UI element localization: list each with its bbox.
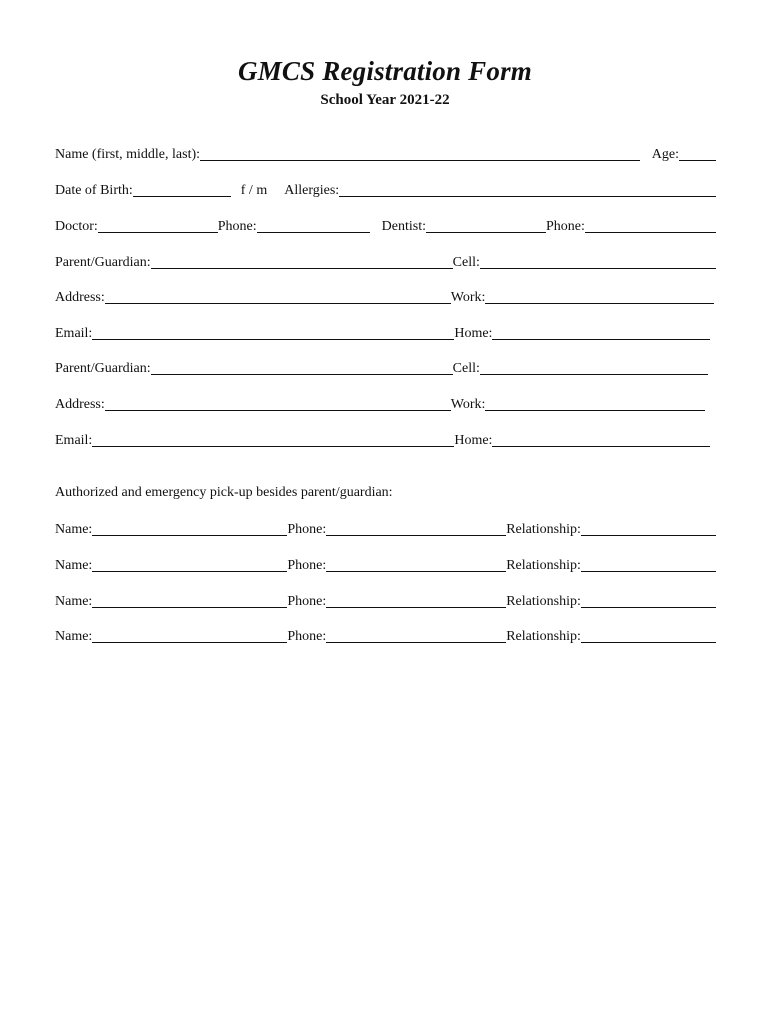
guardian2-cell-label: Cell: [452, 361, 480, 376]
doctor-label: Doctor: [55, 219, 98, 234]
guardian1-email-row [55, 324, 716, 342]
guardian2-email-label: Email: [55, 433, 93, 448]
dob-field[interactable] [133, 182, 231, 197]
dentist-phone-field[interactable] [585, 218, 716, 233]
guardian1-home-label: Home: [454, 326, 493, 341]
guardian1-email-field[interactable] [92, 325, 454, 340]
pickup-name-field[interactable] [92, 593, 287, 608]
pickup-phone-label: Phone: [287, 522, 327, 537]
guardian1-email-label: Email: [55, 326, 93, 341]
dob-allergies-row [55, 181, 716, 199]
pickup-phone-field[interactable] [326, 521, 506, 536]
pickup-row [55, 556, 716, 574]
guardian2-address-label: Address: [55, 397, 105, 412]
guardian2-address-field[interactable] [105, 396, 451, 411]
allergies-label: Allergies: [284, 183, 340, 198]
pickup-name-field[interactable] [92, 557, 287, 572]
guardian2-email-field[interactable] [92, 432, 454, 447]
pickup-name-field[interactable] [92, 521, 287, 536]
dentist-field[interactable] [426, 218, 546, 233]
guardian1-work-label: Work: [450, 290, 486, 305]
name-label: Name (first, middle, last): [55, 147, 201, 162]
pickup-relationship-label: Relationship: [506, 594, 581, 609]
guardian2-email-row [55, 431, 716, 449]
dentist-label: Dentist: [381, 219, 426, 234]
guardian2-work-field[interactable] [485, 396, 705, 411]
pickup-row [55, 627, 716, 645]
guardian1-home-field[interactable] [492, 325, 710, 340]
pickup-relationship-field[interactable] [581, 557, 716, 572]
guardian1-label: Parent/Guardian: [55, 255, 151, 270]
pickup-phone-label: Phone: [287, 558, 327, 573]
sex-options[interactable]: f / m [240, 183, 268, 198]
age-field[interactable] [679, 146, 716, 161]
dentist-phone-label: Phone: [546, 219, 585, 234]
guardian2-address-row [55, 395, 716, 413]
name-field[interactable] [200, 146, 640, 161]
pickup-phone-field[interactable] [326, 557, 506, 572]
guardian1-row [55, 253, 716, 271]
pickup-name-label: Name: [55, 558, 93, 573]
pickup-phone-field[interactable] [326, 593, 506, 608]
guardian2-work-label: Work: [450, 397, 486, 412]
guardian1-cell-field[interactable] [480, 254, 716, 269]
pickup-relationship-field[interactable] [581, 521, 716, 536]
pickup-name-label: Name: [55, 594, 93, 609]
guardian2-home-field[interactable] [492, 432, 710, 447]
guardian2-row [55, 359, 716, 377]
pickup-relationship-label: Relationship: [506, 522, 581, 537]
pickup-phone-label: Phone: [287, 629, 327, 644]
dob-label: Date of Birth: [55, 183, 133, 198]
pickup-row [55, 520, 716, 538]
pickup-name-label: Name: [55, 522, 93, 537]
pickup-row [55, 592, 716, 610]
pickup-phone-label: Phone: [287, 594, 327, 609]
guardian1-address-label: Address: [55, 290, 105, 305]
guardian2-field[interactable] [151, 360, 453, 375]
guardian2-cell-field[interactable] [480, 360, 708, 375]
age-label: Age: [651, 147, 679, 162]
pickup-relationship-label: Relationship: [506, 558, 581, 573]
guardian2-label: Parent/Guardian: [55, 361, 151, 376]
pickup-relationship-label: Relationship: [506, 629, 581, 644]
allergies-field[interactable] [339, 182, 716, 197]
pickup-phone-field[interactable] [326, 628, 506, 643]
pickup-name-field[interactable] [92, 628, 287, 643]
guardian1-address-row [55, 288, 716, 306]
doctor-phone-label: Phone: [217, 219, 257, 234]
pickup-name-label: Name: [55, 629, 93, 644]
doctor-dentist-row [55, 217, 716, 235]
guardian1-cell-label: Cell: [452, 255, 480, 270]
guardian1-address-field[interactable] [105, 289, 451, 304]
guardian1-work-field[interactable] [485, 289, 714, 304]
pickup-relationship-field[interactable] [581, 628, 716, 643]
guardian2-home-label: Home: [454, 433, 493, 448]
doctor-field[interactable] [98, 218, 218, 233]
guardian1-field[interactable] [151, 254, 453, 269]
school-year-subtitle: School Year 2021-22 [320, 92, 450, 108]
form-title: GMCS Registration Form [238, 56, 532, 86]
name-age-row [55, 145, 716, 163]
pickup-heading: Authorized and emergency pick-up besides parent/guardian: [55, 485, 393, 500]
pickup-relationship-field[interactable] [581, 593, 716, 608]
doctor-phone-field[interactable] [257, 218, 370, 233]
